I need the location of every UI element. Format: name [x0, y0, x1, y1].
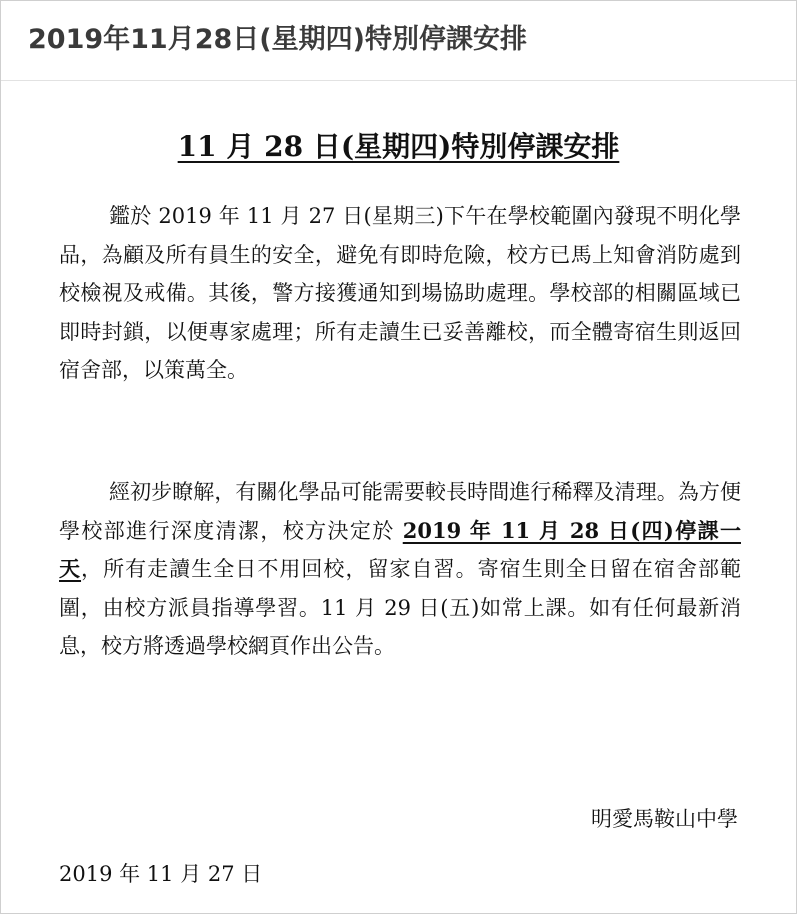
- paragraph-2-text-before: 經初步瞭解，有關化學品可能需要較長時間進行稀釋及清理。為方便學校部進行深度清潔，校方決定於: [59, 480, 741, 543]
- paragraph-2-block: [59, 473, 741, 666]
- page-title: 2019年11月28日(星期四)特別停課安排: [28, 24, 527, 55]
- document-title-text: 11 月 28 日(星期四)特別停課安排: [177, 130, 620, 163]
- paragraph-1-block: [59, 197, 741, 390]
- school-signature: 明愛馬鞍山中學: [591, 807, 738, 831]
- notice-date: 2019 年 11 月 27 日: [59, 862, 263, 886]
- page-header: [1, 1, 796, 81]
- paragraph-2: [59, 473, 741, 666]
- suspension-date-emphasis: 2019 年 11 月 28 日(四)停課一天: [59, 517, 741, 581]
- paragraph-2-text-after: ，所有走讀生全日不用回校，留家自習。寄宿生則全日留在宿舍部範圍，由校方派員指導學習。11 月 29 日(五)如常上課。如有任何最新消息，校方將透過學校網頁作出公告。: [59, 557, 742, 658]
- paragraph-1: 鑑於 2019 年 11 月 27 日(星期三)下午在學校範圍內發現不明化學品，為顧及所有員生的安全，避免有即時危險，校方已馬上知會消防處到校檢視及戒備。其後，警方接獲通知到場協助處理。學校部的相關區域已即時封鎖，以便專家處理；所有走讀生已妥善離校，而全體寄宿生則返回宿舍部，以策萬全。: [59, 204, 741, 382]
- document-title: [1, 128, 796, 166]
